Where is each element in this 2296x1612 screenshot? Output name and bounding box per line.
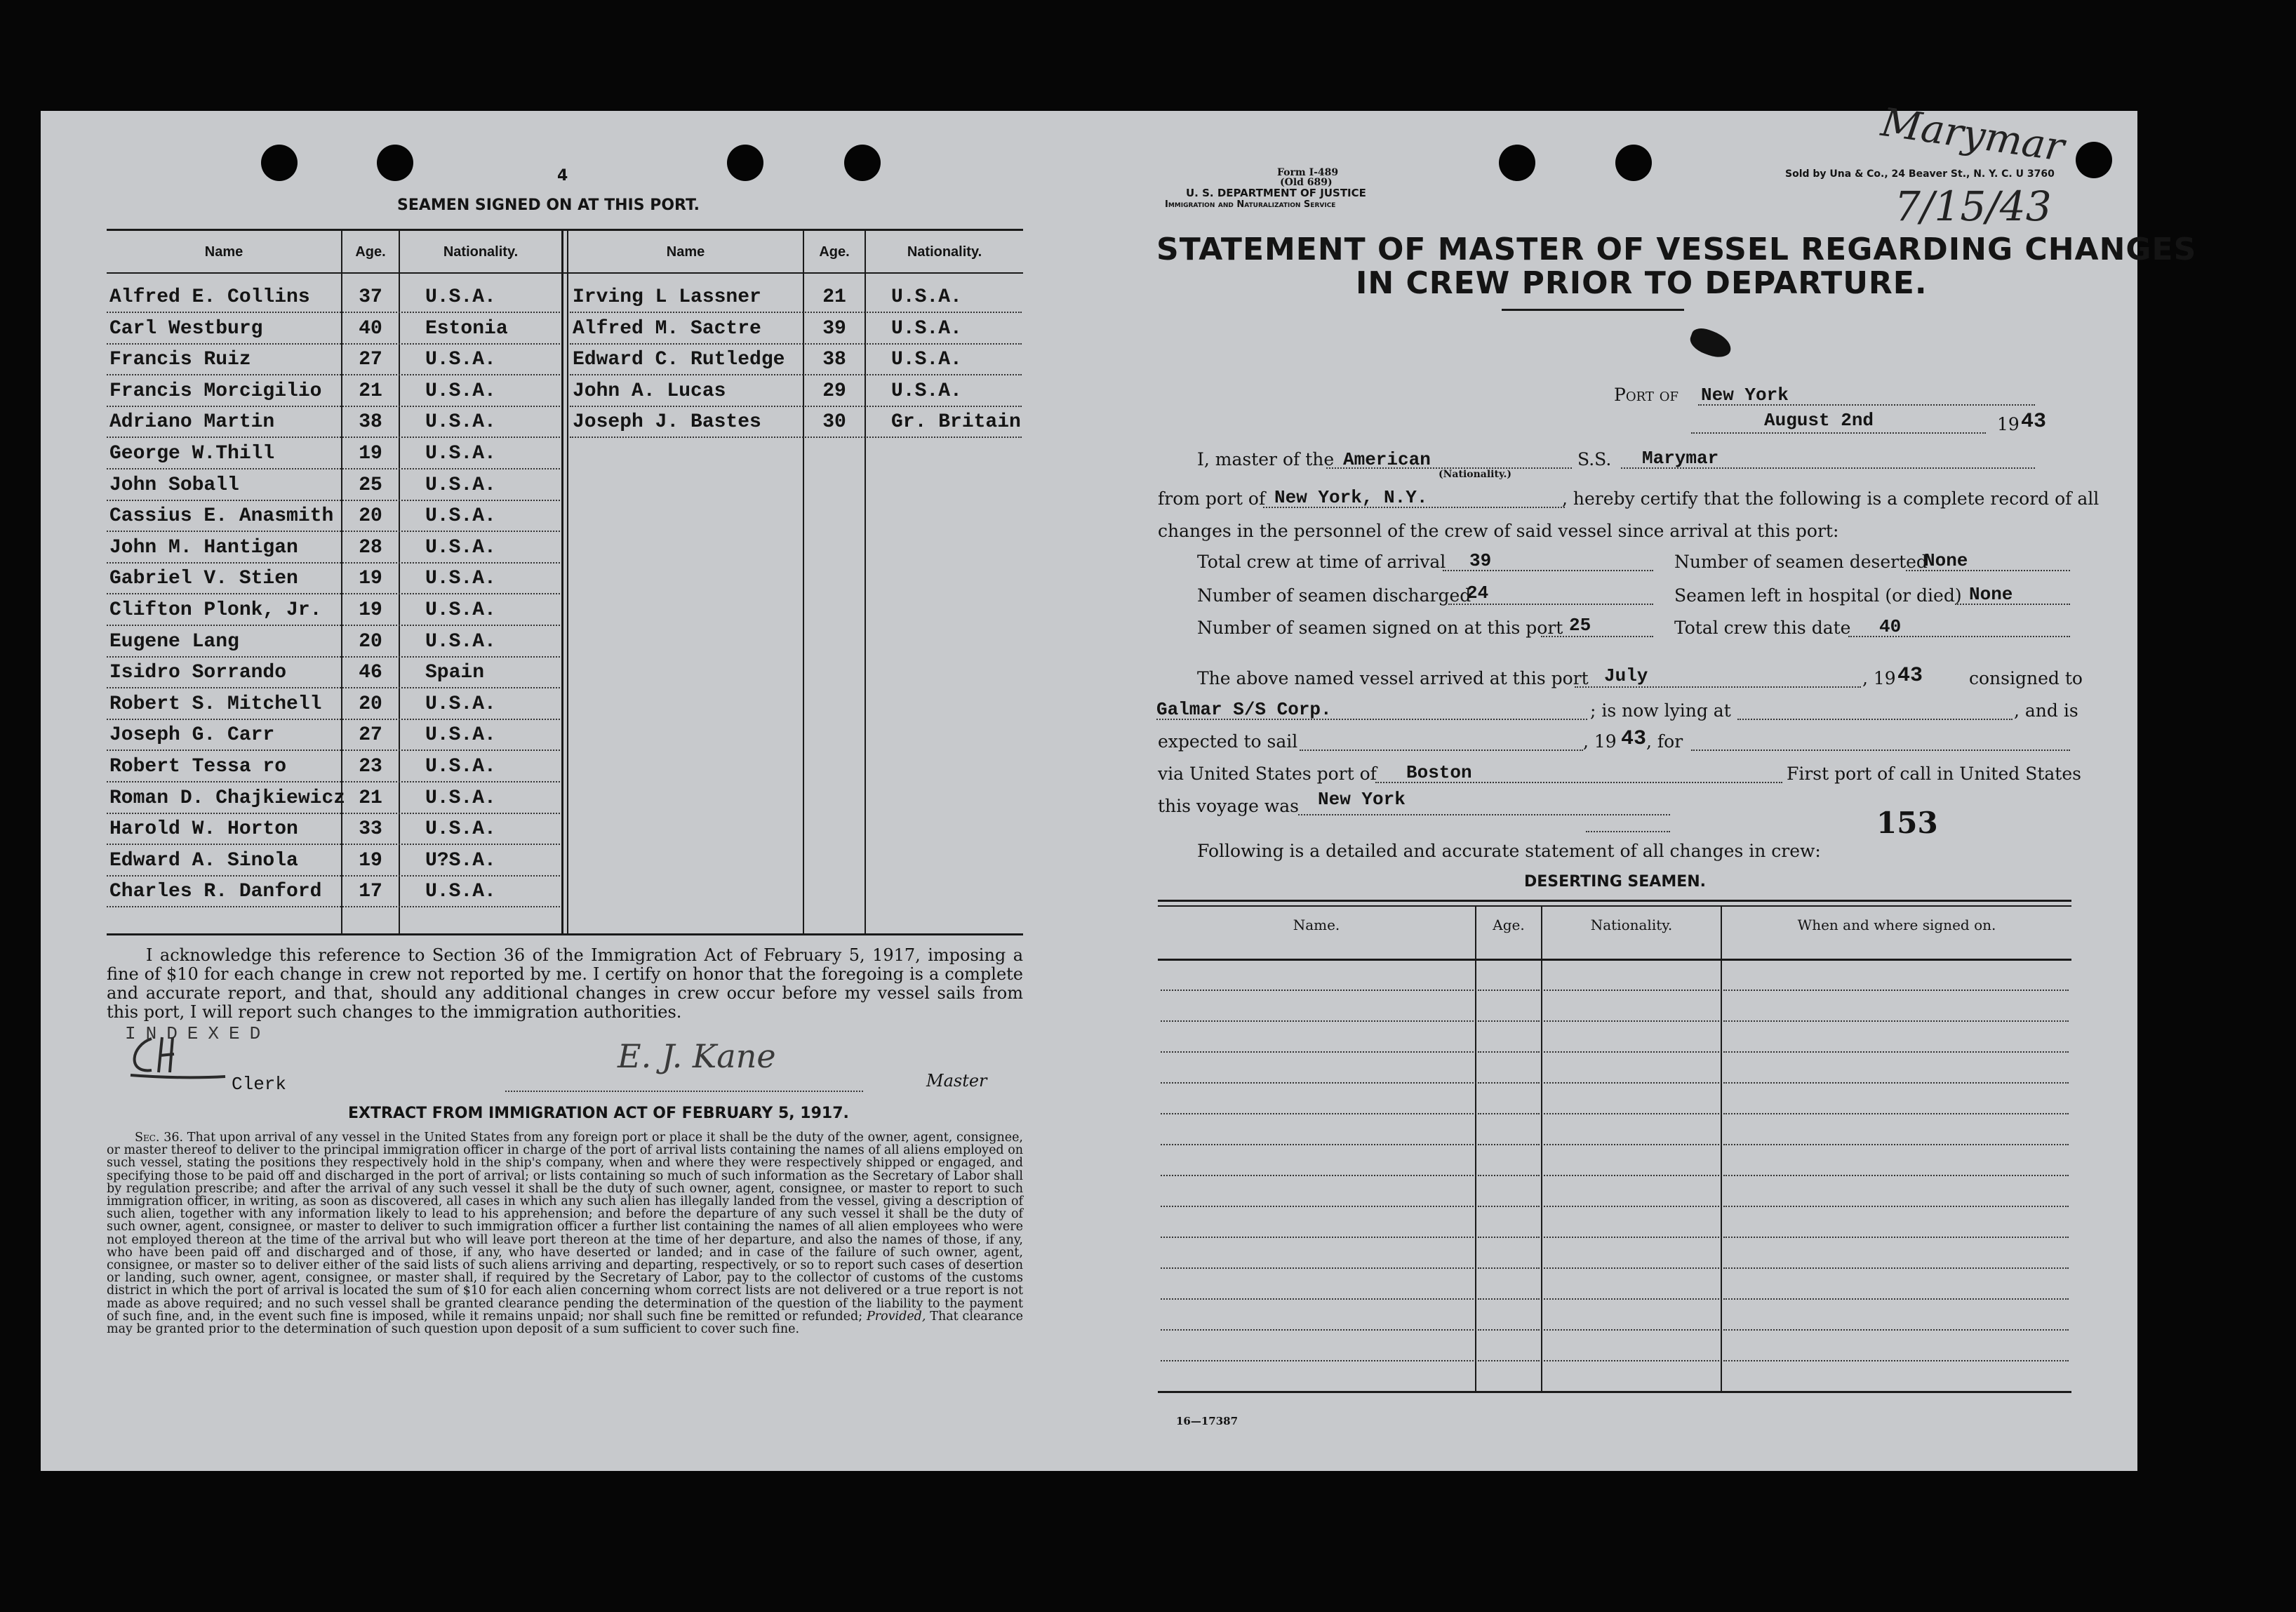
sail-date-line — [1300, 750, 1583, 751]
blank-row-rule — [1723, 1020, 2069, 1022]
blank-row-rule — [1723, 1206, 2069, 1207]
arrived-year-prefix: , 19 — [1862, 668, 1896, 688]
col-header-age: Age. — [819, 244, 850, 260]
service-name: Immigration and Naturalization Service — [1165, 199, 1336, 210]
row-rule — [107, 406, 560, 407]
deserted-value: None — [1924, 550, 1968, 571]
blank-row-rule — [1723, 1360, 2069, 1361]
port-label: Port of — [1614, 385, 1679, 405]
lying-label: ; is now lying at — [1590, 700, 1731, 721]
blank-row-rule — [1723, 1267, 2069, 1269]
col-header-name: Name — [666, 244, 705, 260]
crew-name: Irving L Lassner — [573, 286, 761, 308]
blank-row-rule — [1544, 1051, 1719, 1053]
for-label: , for — [1646, 731, 1683, 752]
stamp-line — [1586, 831, 1670, 832]
crew-nationality: Spain — [425, 662, 485, 684]
crew-name: Alfred E. Collins — [109, 286, 310, 308]
blank-row-rule — [1161, 1051, 1474, 1053]
blank-row-rule — [1161, 1144, 1474, 1145]
ss-label: S.S. — [1577, 449, 1612, 469]
crew-age: 17 — [359, 881, 382, 902]
column-rule — [399, 229, 400, 933]
blank-row-rule — [1723, 1082, 2069, 1084]
arrived-value: July — [1604, 665, 1648, 686]
crew-nationality: U.S.A. — [425, 724, 496, 746]
extract-text: That upon arrival of any vessel in the United States from any foreign port or place it shall be the duty of the owner, agent, consignee, or master thereof to deliver to the principal immigration officer in charge of the port of arrival lists containing the names of all aliens employed on such vessel, stating the positions they respectively hold in the ship's company, when and where they were respectively shipped or engaged, and specifying those to be paid off and discharged in the port of arrival; or lists containing so much of such information as the Secretary of Labor shall by regulation prescribe; and after the arrival of any such vessel it shall be the duty of such owner, agent, consignee, or master to report to such immigration officer, in writing, as soon as discovered, all cases in which any such alien has illegally landed from the vessel, giving a description of such alien, together with any information likely to lead to his apprehension; and before the departure of any such vessel it shall be the duty of such owner, agent, consignee, or master to deliver to such immigration officer a further list containing the names of all alien employees who were not employed thereon at the time of the arrival but who will leave port thereon at the time of her departure, and also the names of those, if any, who have been paid off and discharged and of those, if any, who have deserted or landed; and in case of the failure of such owner, agent, consignee, or master so to deliver either of the said lists of such aliens arriving and departing, respectively, or so to report such cases of desertion or landing, such owner, agent, consignee, or master shall, if required by the Secretary of Labor, pay to the collector of customs of the customs district in which the port of arrival is located the sum of $10 for each alien concerning whom correct lists are not delivered or a true report is not made as above required; and no such vessel shall be granted clearance pending the determination of the question of the liability to the payment of such fine, and, in the event such fine is imposed, while it remains unpaid; nor shall such fine be remitted or refunded; — [107, 1131, 1023, 1324]
title-underline — [1502, 309, 1684, 311]
table-header-rule — [107, 272, 1023, 274]
blank-row-rule — [1161, 1082, 1474, 1084]
total-arrival-label: Total crew at time of arrival — [1197, 552, 1446, 572]
row-rule — [570, 343, 1022, 345]
crew-name: Edward C. Rutledge — [573, 349, 785, 371]
row-rule — [107, 750, 560, 751]
deserting-top-rule — [1158, 900, 2071, 902]
total-date-value: 40 — [1879, 616, 1902, 637]
form-old-number: (Old 689) — [1280, 177, 1333, 188]
crew-age: 28 — [359, 537, 382, 559]
des-header-age: Age. — [1493, 917, 1525, 933]
blank-row-rule — [1161, 1360, 1474, 1361]
row-rule — [107, 500, 560, 501]
blank-row-rule — [1478, 1360, 1540, 1361]
crew-age: 33 — [359, 818, 382, 840]
blank-row-rule — [1478, 1267, 1540, 1269]
crew-name: George W.Thill — [109, 443, 275, 465]
blank-row-rule — [1478, 1206, 1540, 1207]
blank-row-rule — [1161, 1020, 1474, 1022]
crew-age: 19 — [359, 850, 382, 872]
deserting-top-rule-2 — [1158, 905, 2071, 907]
row-rule — [107, 781, 560, 782]
blank-row-rule — [1478, 1144, 1540, 1145]
form-title-line2: IN CREW PRIOR TO DEPARTURE. — [1356, 265, 1928, 301]
voyage-line — [1298, 814, 1670, 815]
crew-age: 19 — [359, 599, 382, 621]
extract-section-label: Sec. 36. — [135, 1131, 184, 1145]
punch-hole — [727, 145, 763, 181]
row-rule — [570, 312, 1022, 313]
crew-nationality: U.S.A. — [425, 818, 496, 840]
crew-name: Charles R. Danford — [109, 881, 322, 902]
crew-nationality: U.S.A. — [425, 568, 496, 589]
column-divider-double — [567, 229, 568, 933]
row-rule — [107, 844, 560, 845]
crew-nationality: U.S.A. — [425, 505, 496, 527]
arrived-label: The above named vessel arrived at this port — [1197, 668, 1589, 688]
crew-nationality: U.S.A. — [425, 286, 496, 308]
des-header-when: When and where signed on. — [1797, 917, 1996, 933]
crew-nationality: U.S.A. — [425, 443, 496, 465]
blank-row-rule — [1723, 1113, 2069, 1114]
via-value: Boston — [1406, 762, 1472, 783]
printer-credit: Sold by Una & Co., 24 Beaver St., N. Y. C. U 3760 — [1785, 168, 2055, 180]
crew-name: John A. Lucas — [573, 380, 726, 402]
crew-nationality: U.S.A. — [425, 787, 496, 809]
crew-name: Harold W. Horton — [109, 818, 298, 840]
extract-provided: Provided, — [866, 1309, 926, 1324]
year-prefix: 19 — [1997, 414, 2020, 434]
blank-row-rule — [1161, 1206, 1474, 1207]
blank-row-rule — [1544, 1175, 1719, 1176]
acknowledgement-text: I acknowledge this reference to Section 36 of the Immigration Act of February 5, 1917, imposing a fine of $10 for each change in crew not reported by me. I certify on honor that the foregoing is a complete and accurate report, and that, should any additional changes in crew occur before my vessel sails from this port, I will report such changes to the immigration authorities. — [107, 945, 1023, 1022]
discharged-value: 24 — [1467, 582, 1489, 604]
signed-on-value: 25 — [1569, 615, 1591, 636]
crew-name: Clifton Plonk, Jr. — [109, 599, 322, 621]
column-divider-double — [561, 229, 563, 933]
blank-row-rule — [1478, 1298, 1540, 1300]
row-rule — [107, 343, 560, 345]
crew-name: Alfred M. Sactre — [573, 318, 761, 340]
punch-hole — [844, 145, 881, 181]
stamp-number: 153 — [1876, 806, 1938, 840]
blank-row-rule — [1544, 1298, 1719, 1300]
crew-age: 23 — [359, 756, 382, 778]
blank-row-rule — [1544, 1360, 1719, 1361]
row-rule — [107, 593, 560, 594]
lying-line — [1737, 719, 2013, 720]
blank-row-rule — [1161, 1237, 1474, 1238]
blank-row-rule — [1478, 990, 1540, 991]
des-header-name: Name. — [1293, 917, 1340, 933]
blank-row-rule — [1161, 1113, 1474, 1114]
indexed-stamp: INDEXED — [125, 1023, 271, 1044]
total-arrival-value: 39 — [1469, 550, 1492, 571]
deserting-header-rule — [1158, 959, 2071, 961]
signed-on-line — [1541, 636, 1653, 637]
row-rule — [107, 687, 560, 688]
blank-row-rule — [1161, 1267, 1474, 1269]
extract-title: EXTRACT FROM IMMIGRATION ACT OF FEBRUARY 5, 1917. — [348, 1105, 849, 1122]
crew-nationality: U.S.A. — [425, 881, 496, 902]
blank-row-rule — [1161, 1175, 1474, 1176]
sail-year: 43 — [1621, 727, 1647, 751]
crew-age: 19 — [359, 443, 382, 465]
port-value: New York — [1701, 385, 1789, 406]
blank-row-rule — [1478, 1175, 1540, 1176]
crew-age: 20 — [359, 693, 382, 715]
blank-row-rule — [1161, 990, 1474, 991]
crew-age: 20 — [359, 505, 382, 527]
des-header-nationality: Nationality. — [1590, 917, 1673, 933]
handwritten-ship-name: Marymar — [1878, 100, 2067, 171]
consigned-label: consigned to — [1969, 668, 2083, 688]
crew-nationality: U.S.A. — [891, 349, 962, 371]
crew-nationality: Estonia — [425, 318, 508, 340]
punch-hole — [261, 145, 298, 181]
deserting-bottom-rule — [1158, 1391, 2071, 1393]
crew-nationality: U.S.A. — [425, 631, 496, 653]
row-rule — [107, 468, 560, 469]
row-rule — [107, 562, 560, 564]
voyage-value: New York — [1318, 789, 1406, 810]
row-rule — [107, 374, 560, 375]
deserting-title: DESERTING SEAMEN. — [1524, 873, 1707, 891]
crew-name: Robert S. Mitchell — [109, 693, 322, 715]
destination-line — [1691, 750, 2070, 751]
col-header-age: Age. — [355, 244, 386, 260]
crew-name: Gabriel V. Stien — [109, 568, 298, 589]
blank-row-rule — [1544, 1267, 1719, 1269]
year-value: 43 — [2021, 410, 2047, 434]
row-rule — [107, 312, 560, 313]
crew-name: Adriano Martin — [109, 411, 275, 433]
row-rule — [570, 406, 1022, 407]
crew-nationality: U.S.A. — [891, 380, 962, 402]
crew-nationality: U.S.A. — [891, 318, 962, 340]
blank-row-rule — [1723, 1329, 2069, 1331]
clerk-label: Clerk — [232, 1074, 287, 1095]
changes-text: changes in the personnel of the crew of said vessel since arrival at this port: — [1158, 521, 1839, 541]
handwritten-date: 7/15/43 — [1895, 182, 2052, 230]
crew-nationality: U.S.A. — [425, 599, 496, 621]
certify-text: , hereby certify that the following is a complete record of all — [1562, 488, 2100, 509]
deserting-col-rule — [1541, 907, 1542, 1391]
blank-row-rule — [1478, 1020, 1540, 1022]
master-of-label: I, master of the — [1197, 449, 1335, 469]
and-is-label: , and is — [2014, 700, 2078, 721]
discharged-line — [1448, 604, 1653, 605]
blank-row-rule — [1478, 1237, 1540, 1238]
crew-name: Roman D. Chajkiewicz — [109, 787, 346, 809]
row-rule — [107, 437, 560, 438]
row-rule — [107, 719, 560, 720]
crew-age: 46 — [359, 662, 382, 684]
punch-hole — [2076, 142, 2112, 178]
crew-nationality: U.S.A. — [425, 411, 496, 433]
blank-row-rule — [1544, 1082, 1719, 1084]
blank-row-rule — [1544, 1237, 1719, 1238]
first-port-label: First port of call in United States — [1787, 764, 2081, 784]
hospital-label: Seamen left in hospital (or died) — [1674, 585, 1962, 606]
crew-age: 27 — [359, 349, 382, 371]
blank-row-rule — [1478, 1051, 1540, 1053]
crew-name: Edward A. Sinola — [109, 850, 298, 872]
department-name: U. S. DEPARTMENT OF JUSTICE — [1186, 187, 1366, 199]
row-rule — [570, 374, 1022, 375]
arrived-line — [1575, 686, 1861, 688]
punch-hole — [1615, 145, 1652, 181]
crew-age: 38 — [822, 349, 846, 371]
master-signature: E. J. Kane — [618, 1037, 776, 1075]
crew-name: Francis Morcigilio — [109, 380, 322, 402]
crew-age: 37 — [359, 286, 382, 308]
clerk-initials — [124, 1032, 229, 1091]
blank-row-rule — [1478, 1113, 1540, 1114]
crew-name: Eugene Lang — [109, 631, 239, 653]
crew-nationality: U.S.A. — [425, 474, 496, 496]
crew-nationality: U.S.A. — [425, 380, 496, 402]
signed-on-label: Number of seamen signed on at this port — [1197, 618, 1563, 638]
crew-nationality: Gr. Britain — [891, 411, 1021, 433]
row-rule — [107, 656, 560, 658]
signed-on-title: SEAMEN SIGNED ON AT THIS PORT. — [397, 196, 700, 214]
deserting-col-rule — [1721, 907, 1722, 1391]
clerk-signature — [124, 1032, 229, 1081]
deserted-label: Number of seamen deserted — [1674, 552, 1928, 572]
crew-age: 29 — [822, 380, 846, 402]
table-top-rule — [107, 229, 1023, 231]
blank-row-rule — [1161, 1298, 1474, 1300]
blank-row-rule — [1723, 1175, 2069, 1176]
deserting-col-rule — [1475, 907, 1476, 1391]
voyage-label: this voyage was — [1158, 796, 1300, 816]
crew-age: 30 — [822, 411, 846, 433]
from-port-label: from port of — [1158, 488, 1266, 509]
total-date-label: Total crew this date — [1674, 618, 1851, 638]
blank-row-rule — [1161, 1329, 1474, 1331]
crew-nationality: U.S.A. — [425, 756, 496, 778]
crew-age: 27 — [359, 724, 382, 746]
crew-age: 19 — [359, 568, 382, 589]
blank-row-rule — [1723, 1144, 2069, 1145]
via-label: via United States port of — [1158, 764, 1377, 784]
date-line — [1691, 432, 1986, 434]
blank-row-rule — [1544, 1329, 1719, 1331]
print-code: 16—17387 — [1176, 1415, 1239, 1427]
blank-row-rule — [1544, 1206, 1719, 1207]
crew-name: Francis Ruiz — [109, 349, 251, 371]
blank-row-rule — [1723, 1237, 2069, 1238]
extract-tail: That clearance may be granted prior to the determination of such question upon deposit of a sum sufficient to cover such fine. — [107, 1309, 1023, 1337]
row-rule — [107, 625, 560, 626]
punch-hole — [377, 145, 413, 181]
table-bottom-rule — [107, 933, 1023, 935]
col-header-nationality: Nationality. — [907, 244, 982, 260]
blank-row-rule — [1723, 1298, 2069, 1300]
master-signature-line — [505, 1091, 863, 1092]
crew-age: 40 — [359, 318, 382, 340]
crew-name: Cassius E. Anasmith — [109, 505, 334, 527]
crew-age: 21 — [359, 787, 382, 809]
crew-age: 21 — [359, 380, 382, 402]
column-rule — [865, 229, 866, 933]
blank-row-rule — [1723, 1051, 2069, 1053]
col-header-name: Name — [204, 244, 243, 260]
form-title-line1: STATEMENT OF MASTER OF VESSEL REGARDING CHANGES — [1156, 232, 2197, 267]
crew-nationality: U.S.A. — [425, 349, 496, 371]
form-number: Form I-489 — [1277, 167, 1339, 178]
extract-body — [107, 1131, 1023, 1335]
crew-name: Isidro Sorrando — [109, 662, 287, 684]
blank-row-rule — [1723, 990, 2069, 991]
nationality-value: American — [1343, 449, 1431, 470]
crew-nationality: U?S.A. — [425, 850, 496, 872]
ship-value: Marymar — [1642, 448, 1719, 469]
crew-name: John M. Hantigan — [109, 537, 298, 559]
crew-age: 25 — [359, 474, 382, 496]
master-label: Master — [926, 1071, 987, 1091]
crew-name: Carl Westburg — [109, 318, 263, 340]
crew-age: 38 — [359, 411, 382, 433]
date-value: August 2nd — [1764, 410, 1874, 431]
from-port-value: New York, N.Y. — [1274, 487, 1428, 508]
blank-row-rule — [1544, 1113, 1719, 1114]
blank-row-rule — [1544, 1020, 1719, 1022]
crew-age: 39 — [822, 318, 846, 340]
row-rule — [107, 531, 560, 532]
blank-row-rule — [1544, 990, 1719, 991]
row-rule — [107, 906, 560, 907]
col-header-nationality: Nationality. — [443, 244, 519, 260]
hospital-value: None — [1969, 584, 2013, 605]
page-number: 4 — [557, 167, 568, 185]
sail-year-prefix: , 19 — [1583, 731, 1617, 752]
row-rule — [107, 813, 560, 814]
consignee-value: Galmar S/S Corp. — [1156, 699, 1332, 720]
row-rule — [107, 875, 560, 877]
discharged-label: Number of seamen discharged — [1197, 585, 1471, 606]
crew-nationality: U.S.A. — [425, 693, 496, 715]
expected-label: expected to sail — [1158, 731, 1298, 752]
blank-row-rule — [1478, 1082, 1540, 1084]
crew-name: Robert Tessa ro — [109, 756, 287, 778]
crew-name: Joseph G. Carr — [109, 724, 275, 746]
crew-age: 21 — [822, 286, 846, 308]
punch-hole — [1499, 145, 1535, 181]
nationality-caption: (Nationality.) — [1439, 469, 1511, 480]
crew-nationality: U.S.A. — [891, 286, 962, 308]
arrived-year: 43 — [1897, 664, 1923, 688]
crew-age: 20 — [359, 631, 382, 653]
crew-name: John Soball — [109, 474, 239, 496]
row-rule — [570, 437, 1022, 438]
following-text: Following is a detailed and accurate statement of all changes in crew: — [1197, 841, 1821, 861]
blank-row-rule — [1544, 1144, 1719, 1145]
crew-nationality: U.S.A. — [425, 537, 496, 559]
blank-row-rule — [1478, 1329, 1540, 1331]
crew-name: Joseph J. Bastes — [573, 411, 761, 433]
